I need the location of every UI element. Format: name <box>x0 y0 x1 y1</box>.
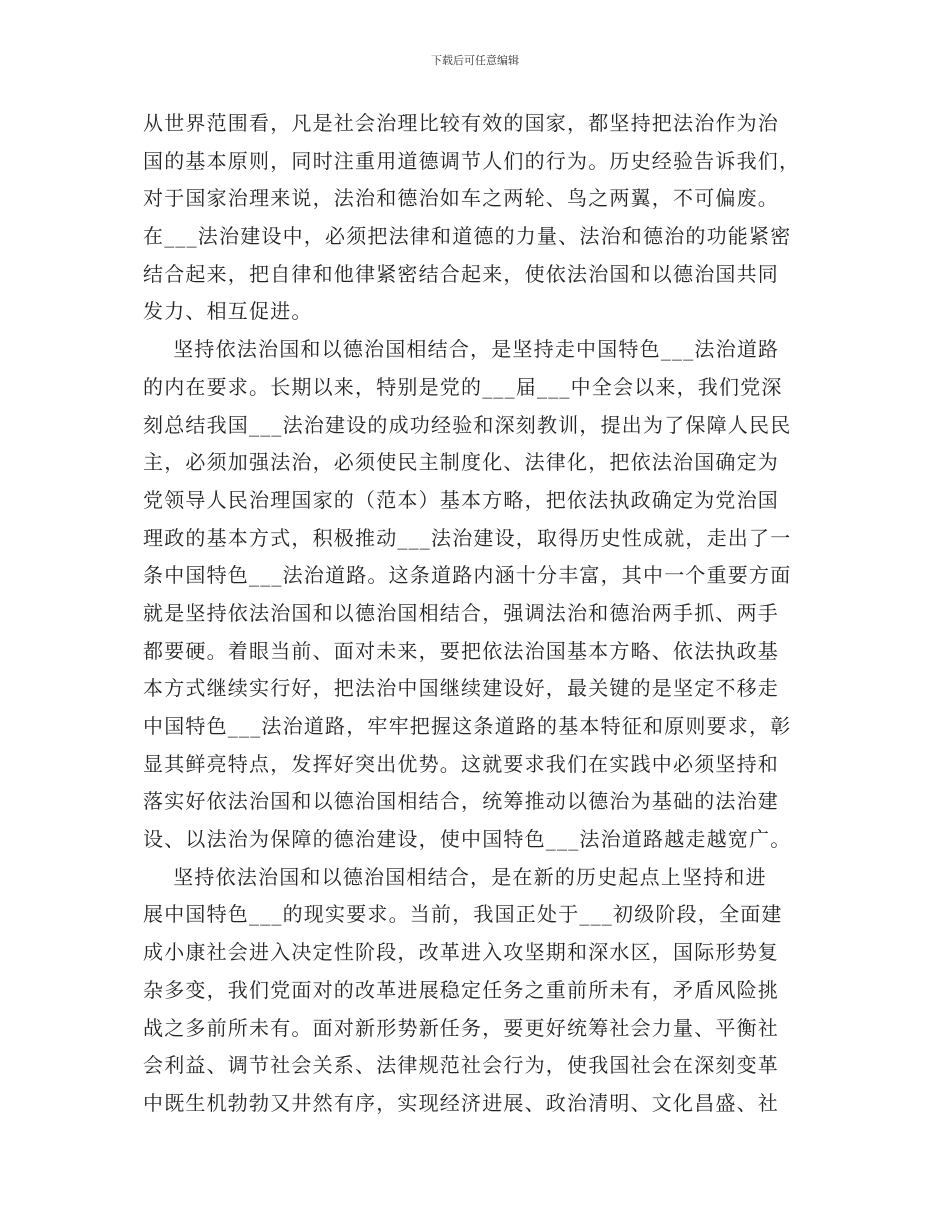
text-line: 理政的基本方式，积极推动___法治建设，取得历史性成就，走出了一 <box>143 525 792 550</box>
text-line: 坚持依法治国和以德治国相结合，是在新的历史起点上坚持和进 <box>143 864 767 889</box>
text-line: 中既生机勃勃又井然有序，实现经济进展、政治清明、文化昌盛、社 <box>143 1090 779 1115</box>
text-line: 党领导人民治理国家的（范本）基本方略，把依法执政确定为党治国 <box>143 487 779 512</box>
text-line: 中国特色___法治道路，牢牢把握这条道路的基本特征和原则要求，彰 <box>143 714 792 738</box>
text-line: 在___法治建设中，必须把法律和道德的力量、法治和德治的功能紧密 <box>143 224 792 249</box>
document-body <box>143 105 810 1123</box>
text-line: 结合起来，把自律和他律紧密结合起来，使依法治国和以德治国共同 <box>143 261 779 286</box>
text-line: 主，必须加强法治，必须使民主制度化、法律化，把依法治国确定为 <box>143 450 779 475</box>
text-line: 设、以法治为保障的德治建设，使中国特色___法治道路越走越宽广。 <box>143 827 792 852</box>
page-header: 下载后可任意编辑 <box>431 54 519 67</box>
text-line: 就是坚持依法治国和以德治国相结合，强调法治和德治两手抓、两手 <box>143 600 779 625</box>
text-line: 落实好依法治国和以德治国相结合，统筹推动以德治为基础的法治建 <box>143 789 779 814</box>
text-line: 国的基本原则，同时注重用道德调节人们的行为。历史经验告诉我们， <box>143 148 801 173</box>
text-line: 的内在要求。长期以来，特别是党的___届___中全会以来，我们党深 <box>143 374 783 399</box>
text-line: 都要硬。着眼当前、面对未来，要把依法治国基本方略、依法执政基 <box>143 638 779 663</box>
text-line: 本方式继续实行好，把法治中国继续建设好，最关键的是坚定不移走 <box>143 676 779 701</box>
text-line: 发力、相互促进。 <box>143 299 313 324</box>
text-line: 坚持依法治国和以德治国相结合，是坚持走中国特色___法治道路 <box>143 337 780 362</box>
text-line: 刻总结我国___法治建设的成功经验和深刻教训，提出为了保障人民民 <box>143 412 792 437</box>
text-line: 条中国特色___法治道路。这条道路内涵十分丰富，其中一个重要方面 <box>143 563 792 588</box>
text-line: 显其鲜亮特点，发挥好突出优势。这就要求我们在实践中必须坚持和 <box>143 751 779 776</box>
text-line: 成小康社会进入决定性阶段，改革进入攻坚期和深水区，国际形势复 <box>143 940 779 965</box>
text-line: 从世界范围看，凡是社会治理比较有效的国家，都坚持把法治作为治 <box>143 111 779 135</box>
text-line: 杂多变，我们党面对的改革进展稳定任务之重前所未有，矛盾风险挑 <box>143 977 779 1002</box>
text-line: 战之多前所未有。面对新形势新任务，要更好统筹社会力量、平衡社 <box>143 1015 779 1040</box>
text-line: 对于国家治理来说，法治和德治如车之两轮、鸟之两翼，不可偏废。 <box>143 186 779 211</box>
text-line: 会利益、调节社会关系、法律规范社会行为，使我国社会在深刻变革 <box>143 1053 779 1078</box>
text-line: 展中国特色___的现实要求。当前，我国正处于___初级阶段，全面建 <box>143 902 783 927</box>
